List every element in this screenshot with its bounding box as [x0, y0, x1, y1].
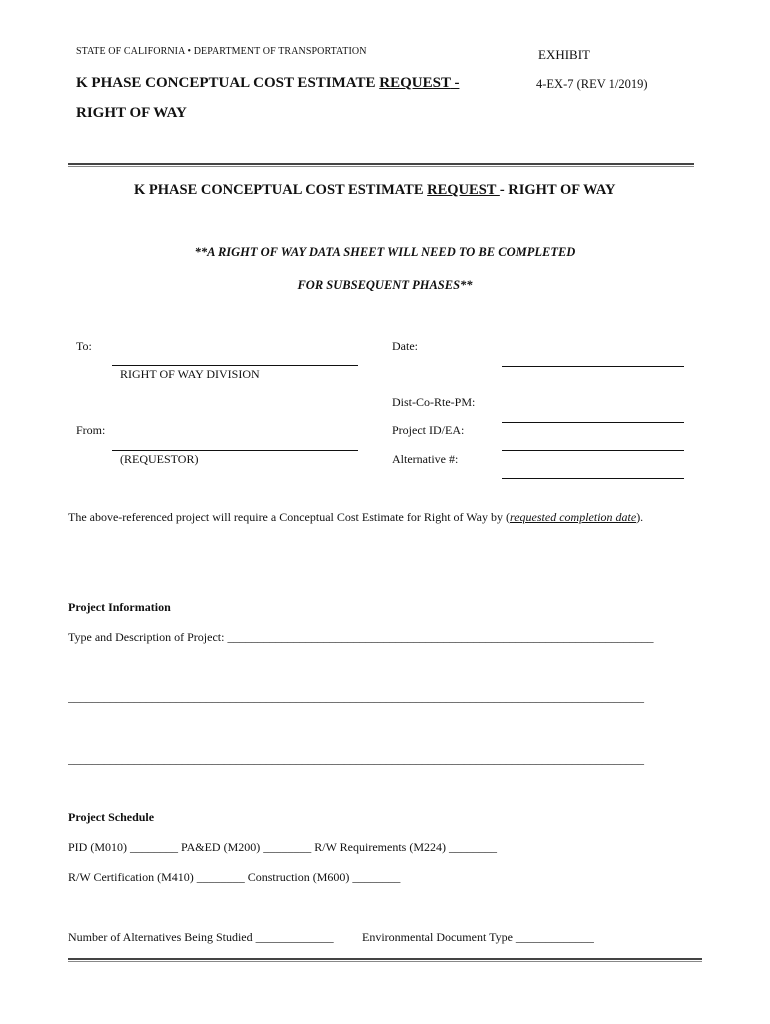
- from-caption: (REQUESTOR): [120, 452, 199, 466]
- header-title-request: REQUEST: [379, 75, 451, 91]
- project-description-line-1[interactable]: ________________________________________________________________________________________________: [68, 690, 644, 704]
- project-id-field[interactable]: [502, 450, 684, 451]
- from-field[interactable]: [112, 450, 358, 451]
- requested-completion-date[interactable]: requested completion date: [510, 510, 637, 524]
- header-title-line2: RIGHT OF WAY: [76, 105, 187, 121]
- to-label: To:: [76, 339, 92, 353]
- from-label: From:: [76, 423, 106, 437]
- datasheet-note-line2: FOR SUBSEQUENT PHASES**: [297, 278, 473, 292]
- environmental-document-field[interactable]: Environmental Document Type _____________: [362, 930, 594, 944]
- page-title: [134, 182, 615, 199]
- dist-co-rte-pm-field[interactable]: [502, 422, 684, 423]
- alternative-label: Alternative #:: [392, 452, 459, 466]
- agency-header: STATE OF CALIFORNIA • DEPARTMENT OF TRANSPORTATION: [76, 46, 367, 57]
- schedule-milestones-line1[interactable]: PID (M010) ________ PA&ED (M200) ________ R/W Requirements (M224) ________: [68, 840, 497, 854]
- datasheet-note-line1: **A RIGHT OF WAY DATA SHEET WILL NEED TO BE COMPLETED: [194, 245, 576, 259]
- page-title-part-c: - RIGHT OF WAY: [499, 182, 616, 198]
- project-schedule-heading: Project Schedule: [68, 810, 155, 824]
- project-description-line-2[interactable]: ________________________________________________________________________________________________: [68, 752, 644, 766]
- header-title-dash: -: [450, 75, 460, 91]
- header-title-line1: [76, 75, 459, 92]
- to-caption: RIGHT OF WAY DIVISION: [120, 367, 260, 381]
- dist-co-rte-pm-label: Dist-Co-Rte-PM:: [392, 395, 476, 409]
- project-type-description-field[interactable]: Type and Description of Project: _______________________________________________________________________: [68, 630, 654, 644]
- exhibit-number: 4-EX-7 (REV 1/2019): [536, 77, 648, 91]
- exhibit-label: EXHIBIT: [538, 47, 590, 62]
- schedule-milestones-line2[interactable]: R/W Certification (M410) ________ Construction (M600) ________: [68, 870, 401, 884]
- alternatives-count-field[interactable]: Number of Alternatives Being Studied _____________: [68, 930, 334, 944]
- date-field[interactable]: [502, 366, 684, 367]
- page-title-part-a: K PHASE CONCEPTUAL COST ESTIMATE: [134, 182, 428, 198]
- header-divider: [68, 163, 694, 167]
- page-title-request: REQUEST: [427, 182, 500, 198]
- to-field[interactable]: [112, 365, 358, 366]
- footer-divider: [68, 958, 702, 962]
- project-information-heading: Project Information: [68, 600, 171, 614]
- project-id-label: Project ID/EA:: [392, 423, 465, 437]
- statement-part-c: ).: [636, 510, 644, 524]
- estimate-statement: [68, 510, 643, 525]
- header-title-part-a: K PHASE CONCEPTUAL COST ESTIMATE: [76, 75, 380, 91]
- alternative-field[interactable]: [502, 478, 684, 479]
- statement-part-a: The above-referenced project will require a Conceptual Cost Estimate for Right of Way by (: [68, 510, 510, 524]
- date-label: Date:: [392, 339, 418, 353]
